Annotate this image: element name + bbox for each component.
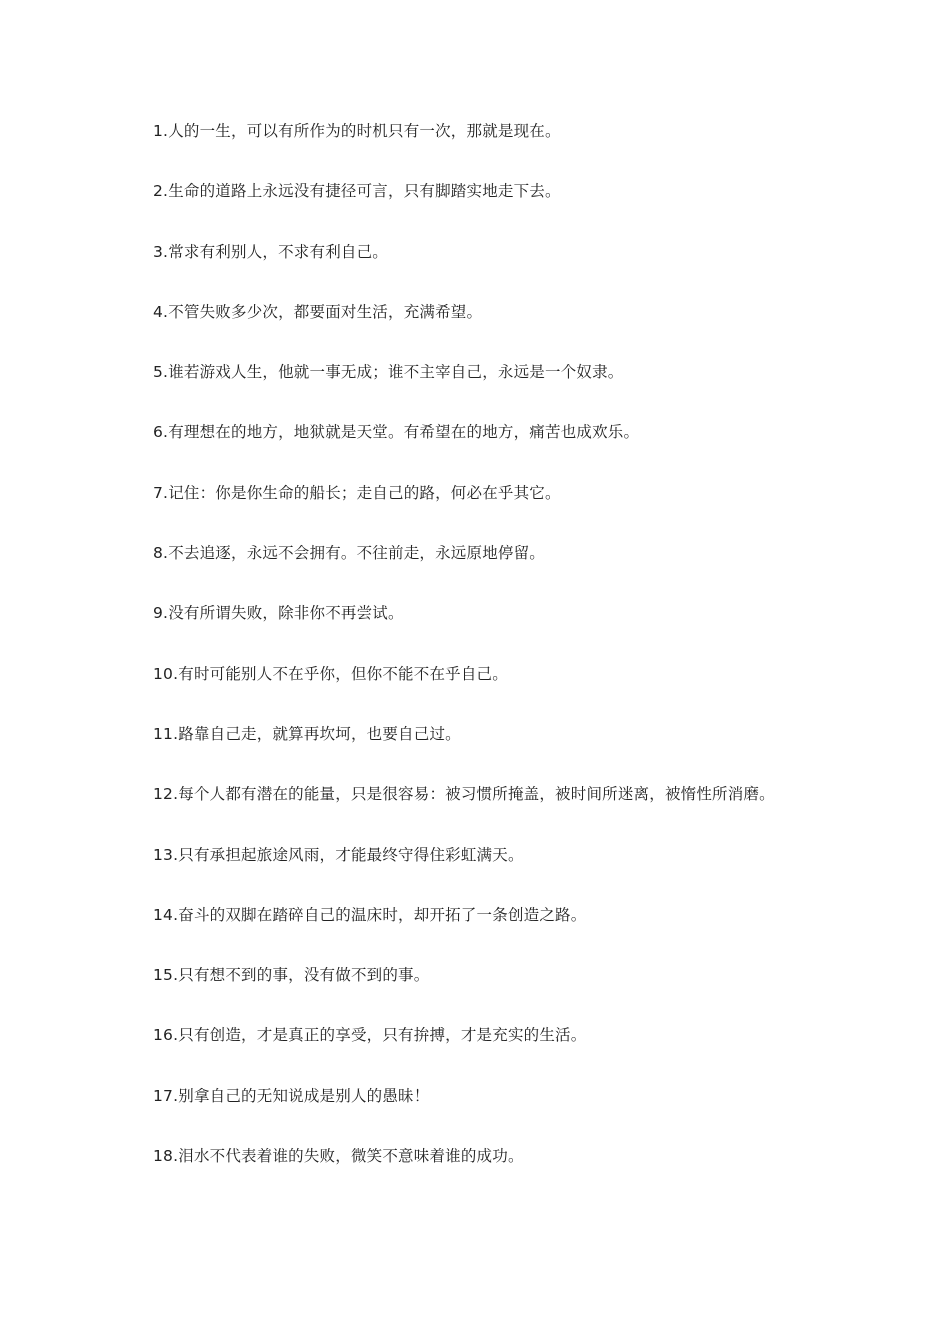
quote-item-10: 10.有时可能别人不在乎你，但你不能不在乎自己。 bbox=[153, 664, 508, 683]
quote-item-6: 6.有理想在的地方，地狱就是天堂。有希望在的地方，痛苦也成欢乐。 bbox=[153, 423, 640, 442]
quote-item-4: 4.不管失败多少次，都要面对生活，充满希望。 bbox=[153, 302, 483, 321]
quote-item-1: 1.人的一生，可以有所作为的时机只有一次，那就是现在。 bbox=[153, 122, 561, 140]
quote-item-15: 15.只有想不到的事，没有做不到的事。 bbox=[153, 966, 430, 985]
quote-item-14: 14.奋斗的双脚在踏碎自己的温床时，却开拓了一条创造之路。 bbox=[153, 905, 587, 924]
quote-item-12: 12.每个人都有潜在的能量，只是很容易：被习惯所掩盖，被时间所迷离，被惰性所消磨。 bbox=[153, 785, 775, 804]
quote-item-13: 13.只有承担起旅途风雨，才能最终守得住彩虹满天。 bbox=[153, 845, 524, 864]
quote-item-17: 17.别拿自己的无知说成是别人的愚昧！ bbox=[153, 1086, 430, 1105]
quote-item-3: 3.常求有利别人，不求有利自己。 bbox=[153, 242, 388, 261]
quote-item-5: 5.谁若游戏人生，他就一事无成；谁不主宰自己，永远是一个奴隶。 bbox=[153, 363, 624, 382]
quote-item-11: 11.路靠自己走，就算再坎坷，也要自己过。 bbox=[153, 724, 461, 743]
quote-item-16: 16.只有创造，才是真正的享受，只有拚搏，才是充实的生活。 bbox=[153, 1026, 587, 1045]
quote-item-8: 8.不去追逐，永远不会拥有。不往前走，永远原地停留。 bbox=[153, 544, 545, 563]
quote-item-2: 2.生命的道路上永远没有捷径可言，只有脚踏实地走下去。 bbox=[153, 182, 561, 201]
quote-item-18: 18.泪水不代表着谁的失败，微笑不意味着谁的成功。 bbox=[153, 1147, 524, 1166]
quote-item-9: 9.没有所谓失败，除非你不再尝试。 bbox=[153, 604, 404, 623]
quote-list bbox=[153, 119, 873, 1204]
quote-item-7: 7.记住：你是你生命的船长；走自己的路，何必在乎其它。 bbox=[153, 483, 561, 502]
